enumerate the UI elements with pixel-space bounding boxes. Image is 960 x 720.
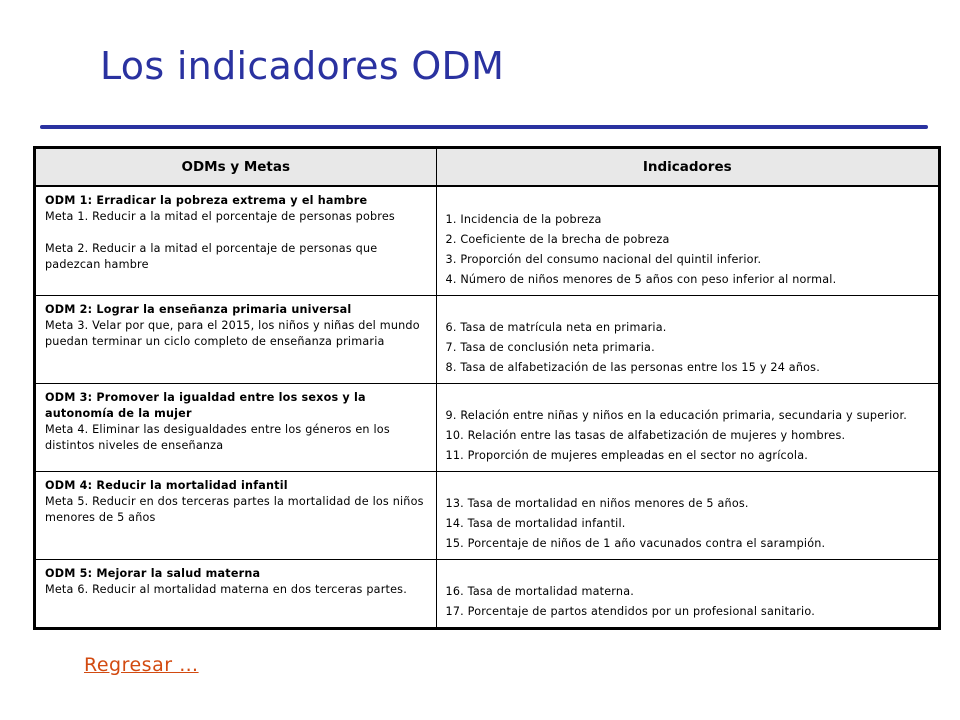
goal-cell: [36, 186, 436, 296]
header-goals-targets: ODMs y Metas: [36, 149, 436, 186]
indicators-cell: [436, 186, 938, 296]
goal-cell: [36, 560, 436, 628]
goal-title: ODM 2: Lograr la enseñanza primaria universal: [45, 303, 352, 316]
indicator-item: 13. Tasa de mortalidad en niños menores de 5 años.: [445, 497, 749, 510]
indicator-item: 1. Incidencia de la pobreza: [445, 213, 602, 226]
indicator-item: 17. Porcentaje de partos atendidos por un profesional sanitario.: [445, 605, 815, 618]
indicator-item: 15. Porcentaje de niños de 1 año vacunados contra el sarampión.: [445, 537, 826, 550]
indicator-item: 4. Número de niños menores de 5 años con peso inferior al normal.: [445, 273, 837, 286]
indicators-cell: [436, 384, 938, 472]
mdg-table-container: [33, 146, 941, 630]
indicator-item: 3. Proporción del consumo nacional del quintil inferior.: [445, 253, 762, 266]
target-text: Meta 2. Reducir a la mitad el porcentaje de personas que padezcan hambre: [45, 242, 378, 271]
indicators-cell: [436, 296, 938, 384]
target-text: Meta 1. Reducir a la mitad el porcentaje de personas pobres: [45, 210, 395, 223]
back-link[interactable]: Regresar …: [84, 654, 199, 676]
indicator-item: 6. Tasa de matrícula neta en primaria.: [445, 321, 667, 334]
indicator-item: 10. Relación entre las tasas de alfabetización de mujeres y hombres.: [445, 429, 846, 442]
mdg-table: [36, 149, 938, 627]
header-indicators: Indicadores: [436, 149, 938, 186]
indicator-item: 8. Tasa de alfabetización de las personas entre los 15 y 24 años.: [445, 361, 820, 374]
goal-title: ODM 5: Mejorar la salud materna: [45, 567, 261, 580]
goal-cell: [36, 296, 436, 384]
indicator-item: 11. Proporción de mujeres empleadas en el sector no agrícola.: [445, 449, 809, 462]
table-header-row: [36, 149, 938, 186]
indicator-item: 9. Relación entre niñas y niños en la educación primaria, secundaria y superior.: [445, 409, 907, 422]
indicator-item: 7. Tasa de conclusión neta primaria.: [445, 341, 655, 354]
goal-cell: [36, 384, 436, 472]
target-text: Meta 4. Eliminar las desigualdades entre los géneros en los distintos niveles de enseñanza: [45, 423, 390, 452]
table-row: [36, 560, 938, 628]
target-text: Meta 5. Reducir en dos terceras partes la mortalidad de los niños menores de 5 años: [45, 495, 424, 524]
goal-title: ODM 1: Erradicar la pobreza extrema y el hambre: [45, 194, 368, 207]
table-row: [36, 296, 938, 384]
goal-cell: [36, 472, 436, 560]
indicator-item: 16. Tasa de mortalidad materna.: [445, 585, 635, 598]
goal-title: ODM 3: Promover la igualdad entre los sexos y la autonomía de la mujer: [45, 391, 366, 420]
indicators-cell: [436, 560, 938, 628]
table-row: [36, 384, 938, 472]
indicator-item: 2. Coeficiente de la brecha de pobreza: [445, 233, 670, 246]
target-text: Meta 3. Velar por que, para el 2015, los niños y niñas del mundo puedan terminar un ciclo completo de enseñanza primaria: [45, 319, 420, 348]
title-underline: [40, 125, 928, 129]
table-row: [36, 472, 938, 560]
page-title: Los indicadores ODM: [100, 44, 505, 88]
goal-title: ODM 4: Reducir la mortalidad infantil: [45, 479, 288, 492]
target-text: Meta 6. Reducir al mortalidad materna en dos terceras partes.: [45, 583, 407, 596]
indicator-item: 14. Tasa de mortalidad infantil.: [445, 517, 626, 530]
table-row: [36, 186, 938, 296]
indicators-cell: [436, 472, 938, 560]
